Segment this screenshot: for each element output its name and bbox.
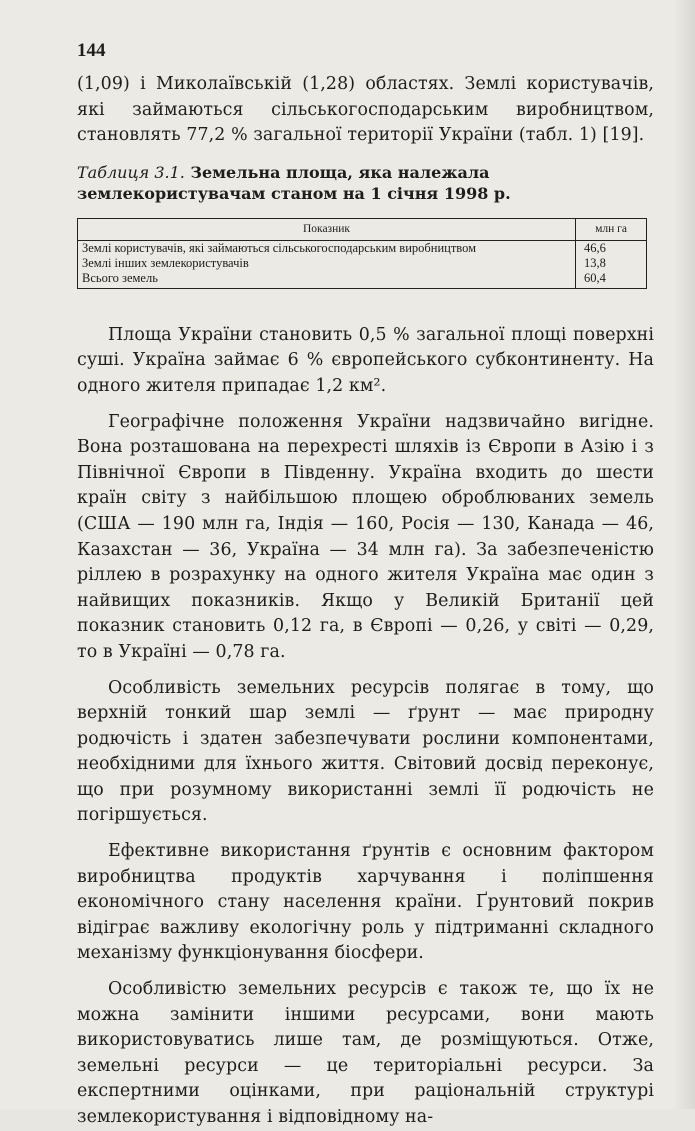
table-row-label: Землі користувачів, які займаються сільськогосподарським виробництвом bbox=[78, 240, 576, 256]
body-paragraph: Географічне положення України надзвичайно вигідне. Вона розташована на перехресті шляхів із Європи в Азію і з Північної Європи в Південну. Україна входить до шести країн світу з найбільшою площею оброблюваних земель (США — 190 млн га, Індія — 160, Росія — 130, Канада — 46, Казахстан — 36, Україна — 34 млн га). За забезпеченістю ріллею в розрахунку на одного жителя Україна має один з найвищих показників. Якщо у Великій Британії цей показник становить 0,12 га, в Європі — 0,26, у світі — 0,29, то в Україні — 0,78 га. bbox=[77, 411, 654, 662]
table-row bbox=[78, 256, 647, 271]
table-row-label: Всього земель bbox=[78, 271, 576, 289]
body-paragraph: Площа України становить 0,5 % загальної площі поверхні суші. Україна займає 6 % європейського субконтиненту. На одного жителя припадає 1,2 км². bbox=[77, 324, 654, 396]
table-row-value: 46,6 bbox=[576, 240, 647, 256]
table-caption bbox=[77, 162, 654, 204]
page-number: 144 bbox=[77, 40, 106, 61]
table-header-indicator: Показник bbox=[78, 218, 576, 240]
body-paragraph: Особливість земельних ресурсів полягає в тому, що верхній тонкий шар землі — ґрунт — має природну родючість і здатен забезпечувати рослини компонентами, необхідними для їхнього життя. Світовий досвід переконує, що при розумному використанні землі її родючість не погіршується. bbox=[77, 677, 654, 826]
table-row bbox=[78, 240, 647, 256]
table-caption-text: Земельна площа, яка належала землекористувачам станом на 1 січня 1998 р. bbox=[77, 162, 511, 203]
table-row-value: 60,4 bbox=[576, 271, 647, 289]
table-row-value: 13,8 bbox=[576, 256, 647, 271]
land-area-table bbox=[77, 218, 647, 289]
page-content bbox=[77, 72, 654, 1131]
intro-paragraph: (1,09) і Миколаївській (1,28) областях. Землі користувачів, які займаються сільськогосподарським виробництвом, становлять 77,2 % загальної території України (табл. 1) [19]. bbox=[77, 74, 654, 146]
table-caption-lead: Таблиця 3.1. bbox=[77, 162, 185, 182]
body-paragraph: Особливістю земельних ресурсів є також те, що їх не можна замінити іншими ресурсами, вони мають використовуватись лише там, де розміщуються. Отже, земельні ресурси — це територіальні ресурси. За експертними оцінками, при раціональній структурі землекористування і відповідному на- bbox=[77, 979, 654, 1127]
table-header-row bbox=[78, 218, 647, 240]
table-row-label: Землі інших землекористувачів bbox=[78, 256, 576, 271]
table-header-unit: млн га bbox=[576, 218, 647, 240]
table-row bbox=[78, 271, 647, 289]
land-table-wrapper bbox=[77, 218, 654, 289]
body-paragraph: Ефективне використання ґрунтів є основним фактором виробництва продуктів харчування і поліпшення економічного стану населення країни. Ґрунтовий покрив відіграє важливу екологічну роль у підтриманні складного механізму функціонування біосфери. bbox=[77, 841, 654, 964]
